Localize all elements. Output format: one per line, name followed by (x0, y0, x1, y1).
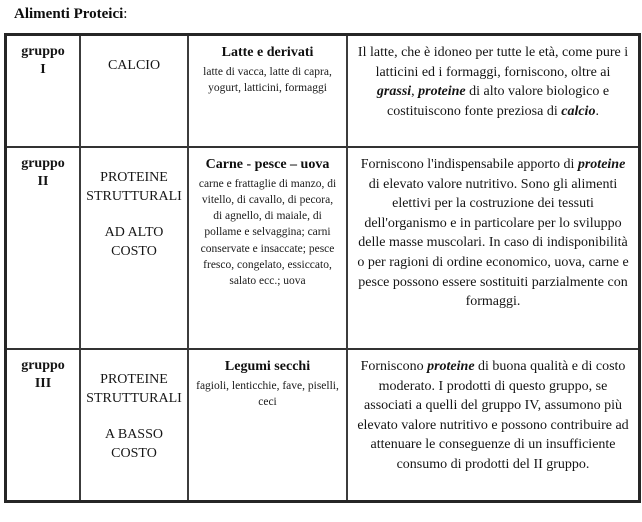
group-cell-row1 (7, 36, 81, 148)
category-cell-row2 (81, 148, 189, 350)
group-number: I (40, 62, 46, 78)
group-cell-row2 (7, 148, 81, 350)
description-text: Forniscono l'indispensabile apporto di proteine di elevato valore nutritivo. Sono gli alimenti elettivi per la costruzione dei tessuti dell'organismo e in particolare per lo sviluppo delle masse muscolari. In caso di indisponibilità o per ragioni di ordine economico, uova, carne e pesce possono essere sostituiti parzialmente con formaggi. (357, 157, 629, 310)
foods-cell-row2 (189, 148, 348, 350)
food-group-items: fagioli, lenticchie, fave, piselli, ceci (196, 379, 339, 408)
description-cell-row3 (348, 350, 638, 500)
food-group-items: latte di vacca, latte di capra, yogurt, latticini, formaggi (203, 65, 332, 94)
group-number: II (37, 174, 49, 190)
category-cell-row3 (81, 350, 189, 500)
category-name: CALCIO (107, 58, 161, 73)
category-name: PROTEINE STRUTTURALI (86, 372, 182, 406)
category-cell-row1 (81, 36, 189, 148)
group-cell-row3 (7, 350, 81, 500)
category-cost: A BASSO COSTO (105, 426, 163, 461)
description-cell-row1 (348, 36, 638, 148)
page-title (14, 5, 127, 23)
food-group-title: Latte e derivati (221, 45, 314, 60)
foods-cell-row1 (189, 36, 348, 148)
description-cell-row2 (348, 148, 638, 350)
food-group-title: Legumi secchi (224, 359, 311, 374)
foods-cell-row3 (189, 350, 348, 500)
food-group-items: carne e frattaglie di manzo, di vitello, di cavallo, di pecora, di agnello, di maiale, di pollame e selvaggina; carni conservate e insaccate; pesce fresco, congelato, essiccato, salato ecc.; uova (198, 177, 337, 288)
description-text: Il latte, che è idoneo per tutte le età, come pure i latticini ed i formaggi, forniscono, oltre ai grassi, proteine di alto valore biologico e costituiscono fonte preziosa di calcio. (357, 45, 629, 119)
category-cost: AD ALTO COSTO (104, 224, 164, 259)
group-number: III (34, 376, 52, 392)
group-word: gruppo (21, 358, 65, 373)
group-word: gruppo (21, 44, 65, 59)
page-title-colon: : (123, 6, 128, 22)
category-name: PROTEINE STRUTTURALI (86, 170, 182, 204)
protein-foods-table (4, 33, 641, 503)
food-group-title: Carne - pesce – uova (205, 157, 330, 172)
page-title-text: Alimenti Proteici (14, 6, 124, 22)
group-word: gruppo (21, 156, 65, 171)
description-text: Forniscono proteine di buona qualità e di costo moderato. I prodotti di questo gruppo, se associati a quelli del gruppo IV, assumono più elevato valore nutritivo e possono contribuire ad attenuare le conseguenze di un insufficiente consumo di prodotti del II gruppo. (357, 359, 629, 472)
